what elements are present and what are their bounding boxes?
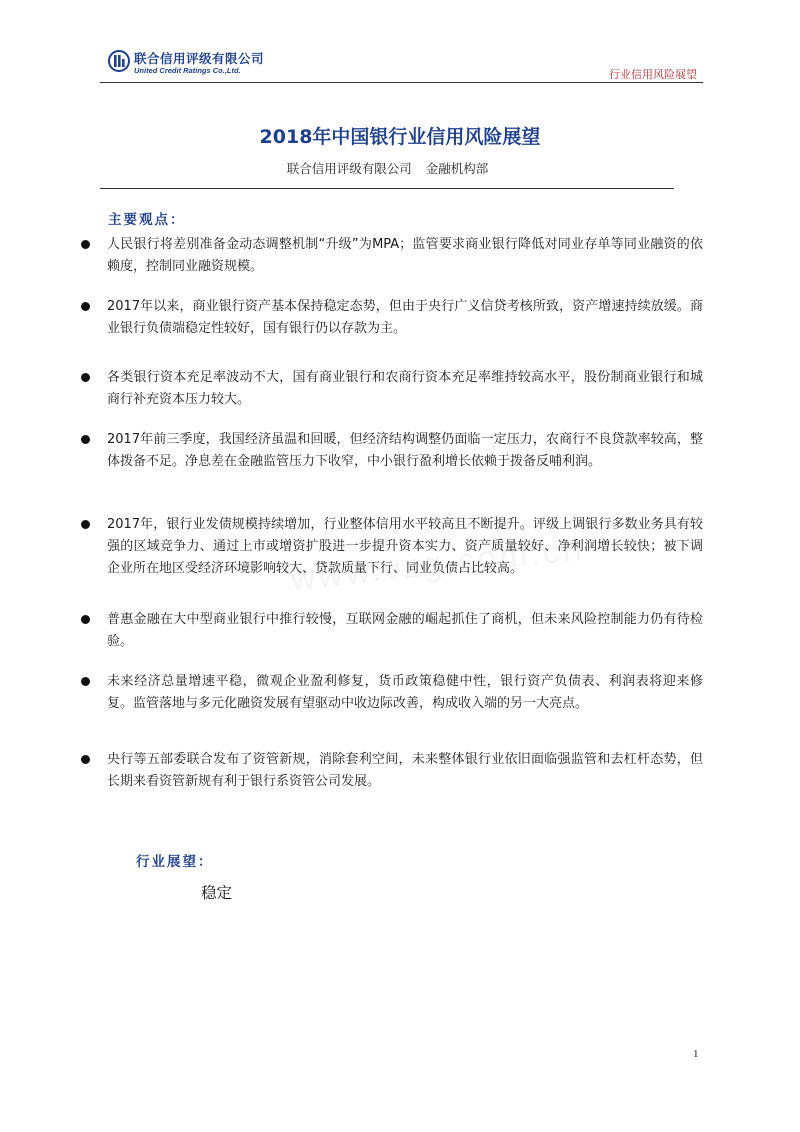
list-item-text: 人民银行将差别准备金动态调整机制“升级”为MPA；监管要求商业银行降低对同业存单等同业融资的依赖度，控制同业融资规模。: [107, 237, 703, 274]
report-subtitle: [0, 159, 775, 177]
bullet-icon: [81, 615, 90, 624]
company-name-cn: 联合信用评级有限公司: [134, 51, 265, 66]
header-divider: [100, 82, 703, 83]
list-item-text: 普惠金融在大中型商业银行中推行较慢，互联网金融的崛起抓住了商机，但未来风险控制能力仍有待检验。: [107, 612, 703, 649]
bullet-icon: [81, 520, 90, 529]
report-title: 2018年中国银行业信用风险展望: [259, 126, 541, 148]
list-item-text: 各类银行资本充足率波动不大，国有商业银行和农商行资本充足率维持较高水平，股份制商业银行和城商行补充资本压力较大。: [107, 370, 703, 407]
subtitle-dept: 金融机构部: [425, 161, 489, 176]
bullet-icon: [81, 677, 90, 686]
page-header: [0, 0, 800, 85]
page-number: 1: [693, 1048, 699, 1060]
list-item-text: 央行等五部委联合发布了资管新规，消除套利空间，未来整体银行业依旧面临强监管和去杠杆态势，但长期来看资管新规有利于银行系资管公司发展。: [107, 752, 703, 789]
bullet-icon: [81, 302, 90, 311]
bullet-icon: [81, 373, 90, 382]
header-report-type: 行业信用风险展望: [609, 68, 697, 81]
subtitle-org: 联合信用评级有限公司: [286, 161, 412, 176]
list-item-text: 未来经济总量增速平稳，微观企业盈利修复，货币政策稳健中性，银行资产负债表、利润表将迎来修复。监管落地与多元化融资发展有望驱动中收边际改善，构成收入端的另一大亮点。: [107, 674, 703, 711]
list-item-text: 2017年，银行业发债规模持续增加，行业整体信用水平较高且不断提升。评级上调银行多数业务具有较强的区域竞争力、通过上市或增资扩股进一步提升资本实力、资产质量较好、净利润增长较快；被下调企业所在地区受经济环境影响较大、贷款质量下行、同业负债占比较高。: [107, 517, 703, 576]
company-name-en: United Credit Ratings Co.,Ltd.: [134, 66, 241, 75]
outlook-heading: 行业展望：: [136, 854, 214, 870]
company-logo-icon: [108, 50, 130, 72]
bullet-icon: [81, 435, 90, 444]
outlook-value: 稳定: [201, 884, 233, 902]
bullet-icon: [81, 755, 90, 764]
main-points-heading: 主要观点：: [108, 212, 186, 228]
list-item-text: 2017年以来，商业银行资产基本保持稳定态势，但由于央行广义信贷考核所致，资产增速持续放缓。商业银行负债端稳定性较好，国有银行仍以存款为主。: [107, 299, 703, 336]
title-divider: [100, 188, 674, 189]
bullet-icon: [81, 240, 90, 249]
list-item-text: 2017年前三季度，我国经济虽温和回暖，但经济结构调整仍面临一定压力，农商行不良贷款率较高，整体拨备不足。净息差在金融监管压力下收窄，中小银行盈利增长依赖于拨备反哺利润。: [107, 432, 703, 469]
